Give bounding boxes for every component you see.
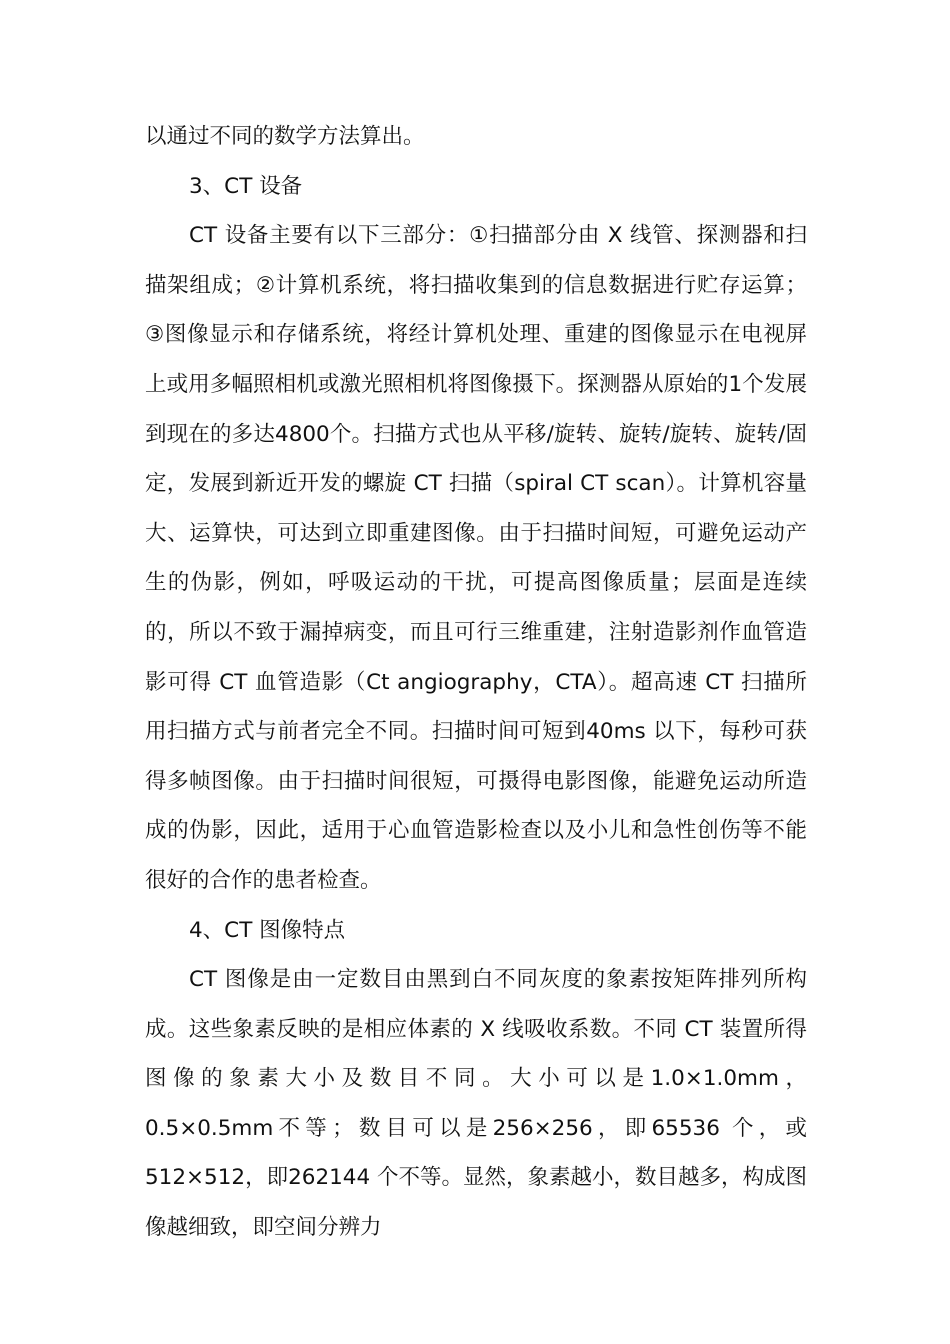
body-paragraph-ct-image-features: CT 图像是由一定数目由黑到白不同灰度的象素按矩阵排列所构成。这些象素反映的是相应体素的 X 线吸收系数。不同 CT 装置所得图像的象素大小及数目不同。大小可以是1.0×1.0mm，0.5×0.5mm不等；数目可以是256×256，即65536 个，或512×512，即262144 个不等。显然，象素越小，数目越多，构成图像越细致，即空间分辨力 <box>145 967 807 1241</box>
continuation-paragraph: 以通过不同的数学方法算出。 <box>145 124 425 149</box>
section-heading-ct-image-features: 4、CT 图像特点 <box>189 917 346 943</box>
document-body <box>145 112 807 1253</box>
section-heading-ct-equipment: 3、CT 设备 <box>189 173 303 199</box>
body-paragraph-ct-equipment: CT 设备主要有以下三部分：①扫描部分由 X 线管、探测器和扫描架组成；②计算机系统，将扫描收集到的信息数据进行贮存运算；③图像显示和存储系统，将经计算机处理、重建的图像显示在电视屏上或用多幅照相机或激光照相机将图像摄下。探测器从原始的1个发展到现在的多达4800个。扫描方式也从平移/旋转、旋转/旋转、旋转/固定，发展到新近开发的螺旋 CT 扫描（spiral CT scan）。计算机容量大、运算快，可达到立即重建图像。由于扫描时间短，可避免运动产生的伪影，例如，呼吸运动的干扰，可提高图像质量；层面是连续的，所以不致于漏掉病变，而且可行三维重建，注射造影剂作血管造影可得 CT 血管造影（Ct angiography，CTA）。超高速 CT 扫描所用扫描方式与前者完全不同。扫描时间可短到40ms 以下，每秒可获得多帧图像。由于扫描时间很短，可摄得电影图像，能避免运动所造成的伪影，因此，适用于心血管造影检查以及小儿和急性创伤等不能很好的合作的患者检查。 <box>145 223 807 893</box>
